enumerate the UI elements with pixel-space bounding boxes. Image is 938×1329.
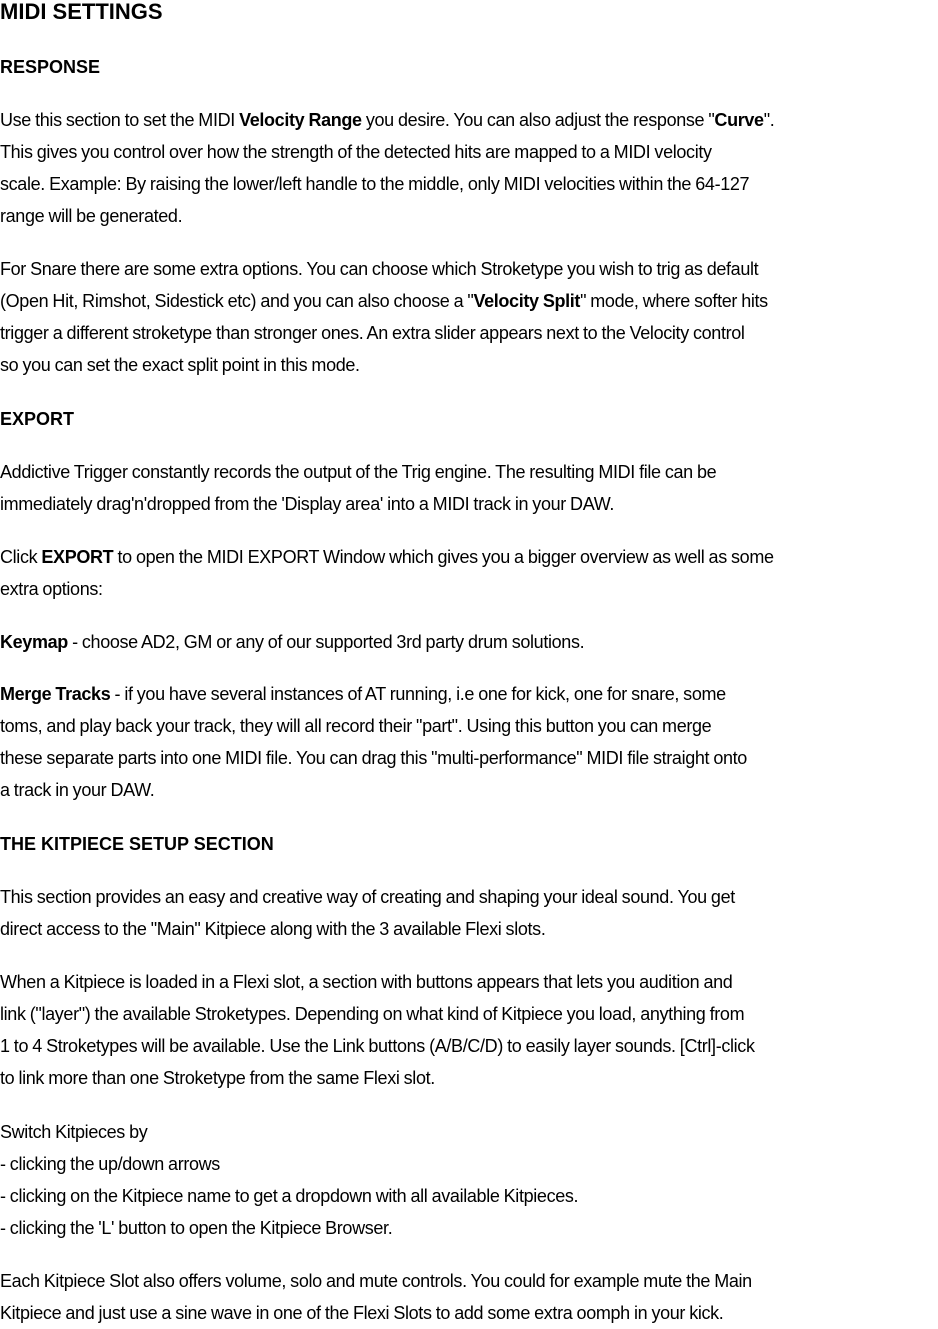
kitpiece-paragraph-4	[0, 1265, 938, 1329]
text-line: This section provides an easy and creative way of creating and shaping your ideal sound. You get	[0, 887, 735, 907]
export-heading: EXPORT	[0, 409, 75, 429]
text-line: Click EXPORT to open the MIDI EXPORT Window which gives you a bigger overview as well as some	[0, 547, 774, 567]
text-line: - clicking the up/down arrows	[0, 1154, 220, 1174]
text-line: Switch Kitpieces by	[0, 1122, 148, 1142]
text-line: - clicking the 'L' button to open the Kitpiece Browser.	[0, 1218, 393, 1238]
text-line: Kitpiece and just use a sine wave in one of the Flexi Slots to add some extra oomph in your kick.	[0, 1303, 724, 1323]
text-line: Merge Tracks - if you have several instances of AT running, i.e one for kick, one for snare, some	[0, 684, 726, 704]
curve-term: Curve	[714, 110, 764, 130]
page-title: MIDI SETTINGS	[0, 0, 163, 24]
text-line: range will be generated.	[0, 206, 183, 226]
text-line: direct access to the "Main" Kitpiece along with the 3 available Flexi slots.	[0, 919, 546, 939]
kitpiece-paragraph-3	[0, 1116, 938, 1244]
text-line: link ("layer") the available Stroketypes. Depending on what kind of Kitpiece you load, anything from	[0, 1004, 745, 1024]
response-heading: RESPONSE	[0, 57, 101, 77]
text-line: a track in your DAW.	[0, 780, 155, 800]
text-line: 1 to 4 Stroketypes will be available. Use the Link buttons (A/B/C/D) to easily layer sounds. [Ctrl]-click	[0, 1036, 755, 1056]
text-line: Use this section to set the MIDI Velocity Range you desire. You can also adjust the response "Curve".	[0, 110, 775, 130]
text-line: toms, and play back your track, they will all record their "part". Using this button you can merge	[0, 716, 712, 736]
text-line: When a Kitpiece is loaded in a Flexi slot, a section with buttons appears that lets you audition and	[0, 972, 733, 992]
velocity-range-term: Velocity Range	[239, 110, 362, 130]
kitpiece-heading: THE KITPIECE SETUP SECTION	[0, 834, 274, 854]
keymap-term: Keymap	[0, 632, 68, 652]
text-line: Addictive Trigger constantly records the output of the Trig engine. The resulting MIDI file can be	[0, 462, 717, 482]
velocity-split-term: Velocity Split	[473, 291, 581, 311]
text-line: to link more than one Stroketype from the same Flexi slot.	[0, 1068, 435, 1088]
export-paragraph-1	[0, 456, 938, 520]
kitpiece-paragraph-1	[0, 881, 938, 945]
text-line: (Open Hit, Rimshot, Sidestick etc) and you can also choose a "Velocity Split" mode, where softer hits	[0, 291, 768, 311]
response-paragraph-2	[0, 253, 938, 381]
export-paragraph-2	[0, 541, 938, 605]
export-paragraph-merge-tracks	[0, 678, 938, 806]
text-line: immediately drag'n'dropped from the 'Display area' into a MIDI track in your DAW.	[0, 494, 614, 514]
export-term: EXPORT	[41, 547, 114, 567]
text-line: - clicking on the Kitpiece name to get a dropdown with all available Kitpieces.	[0, 1186, 579, 1206]
text-line: trigger a different stroketype than stronger ones. An extra slider appears next to the Velocity control	[0, 323, 745, 343]
kitpiece-paragraph-2	[0, 966, 938, 1094]
text-line: Each Kitpiece Slot also offers volume, solo and mute controls. You could for example mute the Main	[0, 1271, 752, 1291]
merge-tracks-term: Merge Tracks	[0, 684, 111, 704]
text-line: these separate parts into one MIDI file. You can drag this "multi-performance" MIDI file straight onto	[0, 748, 747, 768]
text-line: so you can set the exact split point in this mode.	[0, 355, 360, 375]
text-line: This gives you control over how the strength of the detected hits are mapped to a MIDI velocity	[0, 142, 712, 162]
response-paragraph-1	[0, 104, 938, 232]
text-line: Keymap - choose AD2, GM or any of our supported 3rd party drum solutions.	[0, 632, 585, 652]
text-line: For Snare there are some extra options. You can choose which Stroketype you wish to trig as default	[0, 259, 759, 279]
text-line: extra options:	[0, 579, 103, 599]
text-line: scale. Example: By raising the lower/left handle to the middle, only MIDI velocities within the 64-127	[0, 174, 750, 194]
export-paragraph-keymap	[0, 626, 938, 658]
